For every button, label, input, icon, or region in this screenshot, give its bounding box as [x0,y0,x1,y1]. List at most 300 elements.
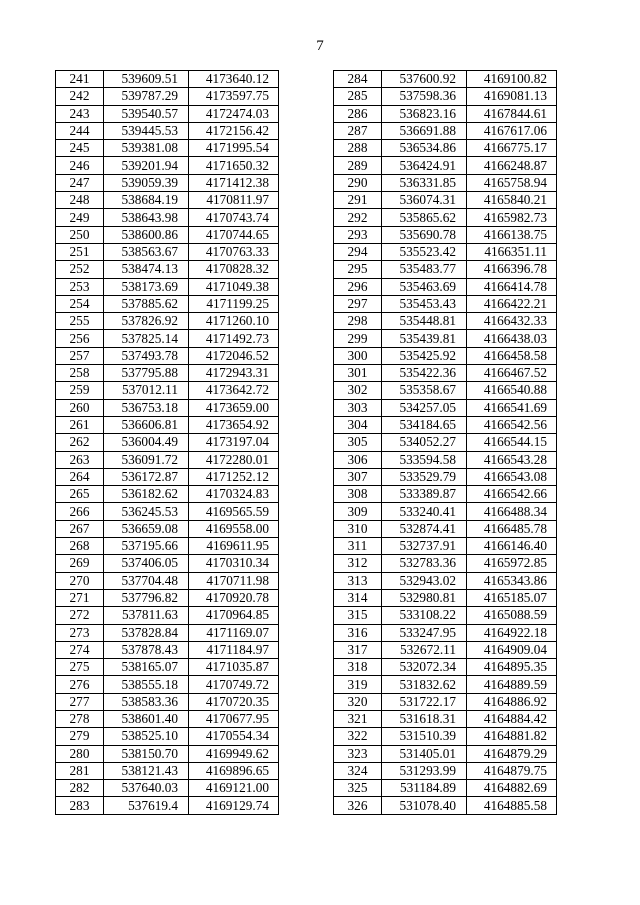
y-coordinate-cell: 4170720.35 [189,693,279,710]
x-coordinate-cell: 538684.19 [104,192,189,209]
table-row [56,157,279,174]
y-coordinate-cell: 4166414.78 [467,278,557,295]
table-row [56,503,279,520]
y-coordinate-cell: 4172943.31 [189,365,279,382]
x-coordinate-cell: 539201.94 [104,157,189,174]
y-coordinate-cell: 4166541.69 [467,399,557,416]
point-number-cell: 276 [56,676,104,693]
table-row [56,122,279,139]
point-number-cell: 248 [56,192,104,209]
point-number-cell: 287 [334,122,382,139]
x-coordinate-cell: 532737.91 [382,538,467,555]
x-coordinate-cell: 531293.99 [382,762,467,779]
y-coordinate-cell: 4170711.98 [189,572,279,589]
y-coordinate-cell: 4166248.87 [467,157,557,174]
point-number-cell: 270 [56,572,104,589]
x-coordinate-cell: 539540.57 [104,105,189,122]
y-coordinate-cell: 4171252.12 [189,468,279,485]
point-number-cell: 262 [56,434,104,451]
point-number-cell: 261 [56,416,104,433]
x-coordinate-cell: 533594.58 [382,451,467,468]
point-number-cell: 266 [56,503,104,520]
x-coordinate-cell: 538121.43 [104,762,189,779]
x-coordinate-cell: 531510.39 [382,728,467,745]
table-row [334,192,557,209]
y-coordinate-cell: 4173642.72 [189,382,279,399]
table-row [334,382,557,399]
table-row [56,589,279,606]
point-number-cell: 309 [334,503,382,520]
table-row [56,140,279,157]
y-coordinate-cell: 4165972.85 [467,555,557,572]
x-coordinate-cell: 535483.77 [382,261,467,278]
point-number-cell: 291 [334,192,382,209]
table-row [334,710,557,727]
coordinates-table-right [333,70,557,815]
table-row [56,693,279,710]
y-coordinate-cell: 4169081.13 [467,88,557,105]
y-coordinate-cell: 4167617.06 [467,122,557,139]
table-row [334,641,557,658]
table-row [56,278,279,295]
y-coordinate-cell: 4166775.17 [467,140,557,157]
y-coordinate-cell: 4166544.15 [467,434,557,451]
point-number-cell: 312 [334,555,382,572]
y-coordinate-cell: 4164882.69 [467,780,557,797]
table-row [56,313,279,330]
y-coordinate-cell: 4166542.66 [467,486,557,503]
y-coordinate-cell: 4164885.58 [467,797,557,814]
point-number-cell: 278 [56,710,104,727]
table-row [334,71,557,88]
point-number-cell: 313 [334,572,382,589]
y-coordinate-cell: 4170964.85 [189,607,279,624]
y-coordinate-cell: 4171199.25 [189,295,279,312]
table-row [334,780,557,797]
y-coordinate-cell: 4173640.12 [189,71,279,88]
y-coordinate-cell: 4173597.75 [189,88,279,105]
y-coordinate-cell: 4170763.33 [189,243,279,260]
point-number-cell: 296 [334,278,382,295]
x-coordinate-cell: 537825.14 [104,330,189,347]
point-number-cell: 322 [334,728,382,745]
y-coordinate-cell: 4164886.92 [467,693,557,710]
x-coordinate-cell: 532672.11 [382,641,467,658]
y-coordinate-cell: 4165982.73 [467,209,557,226]
point-number-cell: 316 [334,624,382,641]
table-row [56,641,279,658]
point-number-cell: 250 [56,226,104,243]
y-coordinate-cell: 4169949.62 [189,745,279,762]
point-number-cell: 325 [334,780,382,797]
table-row [334,607,557,624]
y-coordinate-cell: 4165840.21 [467,192,557,209]
point-number-cell: 257 [56,347,104,364]
point-number-cell: 265 [56,486,104,503]
point-number-cell: 271 [56,589,104,606]
x-coordinate-cell: 533389.87 [382,486,467,503]
point-number-cell: 274 [56,641,104,658]
x-coordinate-cell: 536074.31 [382,192,467,209]
table-row [56,347,279,364]
x-coordinate-cell: 537795.88 [104,365,189,382]
point-number-cell: 277 [56,693,104,710]
point-number-cell: 267 [56,520,104,537]
y-coordinate-cell: 4164909.04 [467,641,557,658]
table-row [334,365,557,382]
x-coordinate-cell: 532980.81 [382,589,467,606]
point-number-cell: 255 [56,313,104,330]
x-coordinate-cell: 536424.91 [382,157,467,174]
point-number-cell: 282 [56,780,104,797]
table-row [334,745,557,762]
y-coordinate-cell: 4171492.73 [189,330,279,347]
x-coordinate-cell: 538150.70 [104,745,189,762]
x-coordinate-cell: 532783.36 [382,555,467,572]
x-coordinate-cell: 537640.03 [104,780,189,797]
y-coordinate-cell: 4166422.21 [467,295,557,312]
y-coordinate-cell: 4166488.34 [467,503,557,520]
table-row [56,745,279,762]
y-coordinate-cell: 4173197.04 [189,434,279,451]
x-coordinate-cell: 539609.51 [104,71,189,88]
y-coordinate-cell: 4166543.28 [467,451,557,468]
table-row [334,261,557,278]
point-number-cell: 245 [56,140,104,157]
x-coordinate-cell: 531832.62 [382,676,467,693]
x-coordinate-cell: 532943.02 [382,572,467,589]
y-coordinate-cell: 4169558.00 [189,520,279,537]
y-coordinate-cell: 4172280.01 [189,451,279,468]
table-row [56,676,279,693]
x-coordinate-cell: 539445.53 [104,122,189,139]
x-coordinate-cell: 537195.66 [104,538,189,555]
table-row [56,330,279,347]
point-number-cell: 317 [334,641,382,658]
y-coordinate-cell: 4172046.52 [189,347,279,364]
y-coordinate-cell: 4170920.78 [189,589,279,606]
y-coordinate-cell: 4169100.82 [467,71,557,88]
x-coordinate-cell: 533529.79 [382,468,467,485]
x-coordinate-cell: 538601.40 [104,710,189,727]
point-number-cell: 283 [56,797,104,814]
table-row [56,486,279,503]
x-coordinate-cell: 531078.40 [382,797,467,814]
y-coordinate-cell: 4165343.86 [467,572,557,589]
y-coordinate-cell: 4171650.32 [189,157,279,174]
point-number-cell: 314 [334,589,382,606]
y-coordinate-cell: 4172156.42 [189,122,279,139]
point-number-cell: 260 [56,399,104,416]
table-row [56,416,279,433]
table-row [56,710,279,727]
x-coordinate-cell: 532072.34 [382,659,467,676]
table-row [334,399,557,416]
point-number-cell: 243 [56,105,104,122]
table-row [334,330,557,347]
x-coordinate-cell: 537600.92 [382,71,467,88]
table-row [56,209,279,226]
point-number-cell: 326 [334,797,382,814]
point-number-cell: 295 [334,261,382,278]
y-coordinate-cell: 4171169.07 [189,624,279,641]
point-number-cell: 294 [334,243,382,260]
x-coordinate-cell: 534052.27 [382,434,467,451]
point-number-cell: 300 [334,347,382,364]
table-row [56,607,279,624]
table-row [334,520,557,537]
point-number-cell: 253 [56,278,104,295]
point-number-cell: 306 [334,451,382,468]
y-coordinate-cell: 4171184.97 [189,641,279,658]
y-coordinate-cell: 4164879.75 [467,762,557,779]
point-number-cell: 258 [56,365,104,382]
point-number-cell: 272 [56,607,104,624]
point-number-cell: 298 [334,313,382,330]
table-row [56,434,279,451]
table-row [56,243,279,260]
table-row [334,347,557,364]
x-coordinate-cell: 536753.18 [104,399,189,416]
table-row [334,503,557,520]
y-coordinate-cell: 4170554.34 [189,728,279,745]
point-number-cell: 310 [334,520,382,537]
table-row [56,555,279,572]
table-row [56,174,279,191]
point-number-cell: 308 [334,486,382,503]
point-number-cell: 303 [334,399,382,416]
y-coordinate-cell: 4164881.82 [467,728,557,745]
x-coordinate-cell: 539381.08 [104,140,189,157]
y-coordinate-cell: 4169121.00 [189,780,279,797]
x-coordinate-cell: 533240.41 [382,503,467,520]
point-number-cell: 324 [334,762,382,779]
y-coordinate-cell: 4165088.59 [467,607,557,624]
y-coordinate-cell: 4170749.72 [189,676,279,693]
table-row [334,226,557,243]
x-coordinate-cell: 538165.07 [104,659,189,676]
page-number: 7 [316,38,324,54]
x-coordinate-cell: 536172.87 [104,468,189,485]
point-number-cell: 318 [334,659,382,676]
table-row [56,105,279,122]
point-number-cell: 254 [56,295,104,312]
table-row [334,105,557,122]
table-row [56,538,279,555]
x-coordinate-cell: 536606.81 [104,416,189,433]
y-coordinate-cell: 4169611.95 [189,538,279,555]
table-row [334,555,557,572]
y-coordinate-cell: 4166432.33 [467,313,557,330]
point-number-cell: 281 [56,762,104,779]
y-coordinate-cell: 4167844.61 [467,105,557,122]
x-coordinate-cell: 537012.11 [104,382,189,399]
x-coordinate-cell: 531618.31 [382,710,467,727]
point-number-cell: 319 [334,676,382,693]
point-number-cell: 321 [334,710,382,727]
y-coordinate-cell: 4169565.59 [189,503,279,520]
y-coordinate-cell: 4169896.65 [189,762,279,779]
x-coordinate-cell: 534257.05 [382,399,467,416]
table-row [334,486,557,503]
point-number-cell: 302 [334,382,382,399]
x-coordinate-cell: 535448.81 [382,313,467,330]
table-row [56,261,279,278]
table-row [334,313,557,330]
x-coordinate-cell: 538583.36 [104,693,189,710]
table-row [334,209,557,226]
y-coordinate-cell: 4170324.83 [189,486,279,503]
point-number-cell: 256 [56,330,104,347]
y-coordinate-cell: 4170828.32 [189,261,279,278]
point-number-cell: 290 [334,174,382,191]
table-row [334,762,557,779]
table-row [56,468,279,485]
y-coordinate-cell: 4166540.88 [467,382,557,399]
table-row [56,451,279,468]
x-coordinate-cell: 537619.4 [104,797,189,814]
table-row [56,520,279,537]
table-row [334,693,557,710]
y-coordinate-cell: 4172474.03 [189,105,279,122]
point-number-cell: 285 [334,88,382,105]
y-coordinate-cell: 4171412.38 [189,174,279,191]
y-coordinate-cell: 4166543.08 [467,468,557,485]
y-coordinate-cell: 4165758.94 [467,174,557,191]
x-coordinate-cell: 533247.95 [382,624,467,641]
table-row [56,365,279,382]
y-coordinate-cell: 4166542.56 [467,416,557,433]
y-coordinate-cell: 4164922.18 [467,624,557,641]
point-number-cell: 299 [334,330,382,347]
x-coordinate-cell: 535690.78 [382,226,467,243]
y-coordinate-cell: 4170310.34 [189,555,279,572]
y-coordinate-cell: 4164879.29 [467,745,557,762]
y-coordinate-cell: 4171035.87 [189,659,279,676]
x-coordinate-cell: 535439.81 [382,330,467,347]
x-coordinate-cell: 535358.67 [382,382,467,399]
table-row [334,434,557,451]
x-coordinate-cell: 535865.62 [382,209,467,226]
x-coordinate-cell: 538525.10 [104,728,189,745]
table-row [334,659,557,676]
x-coordinate-cell: 538563.67 [104,243,189,260]
table-row [334,416,557,433]
point-number-cell: 279 [56,728,104,745]
y-coordinate-cell: 4166485.78 [467,520,557,537]
table-row [334,174,557,191]
table-row [334,243,557,260]
point-number-cell: 323 [334,745,382,762]
table-row [56,780,279,797]
x-coordinate-cell: 536004.49 [104,434,189,451]
point-number-cell: 249 [56,209,104,226]
x-coordinate-cell: 537811.63 [104,607,189,624]
x-coordinate-cell: 533108.22 [382,607,467,624]
x-coordinate-cell: 535463.69 [382,278,467,295]
point-number-cell: 252 [56,261,104,278]
y-coordinate-cell: 4173659.00 [189,399,279,416]
x-coordinate-cell: 537704.48 [104,572,189,589]
point-number-cell: 297 [334,295,382,312]
table-row [334,676,557,693]
point-number-cell: 286 [334,105,382,122]
table-row [56,797,279,814]
table-row [334,468,557,485]
y-coordinate-cell: 4165185.07 [467,589,557,606]
point-number-cell: 304 [334,416,382,433]
x-coordinate-cell: 535453.43 [382,295,467,312]
table-row [56,399,279,416]
x-coordinate-cell: 536659.08 [104,520,189,537]
x-coordinate-cell: 539787.29 [104,88,189,105]
x-coordinate-cell: 537796.82 [104,589,189,606]
point-number-cell: 305 [334,434,382,451]
table-row [334,538,557,555]
y-coordinate-cell: 4166467.52 [467,365,557,382]
y-coordinate-cell: 4164889.59 [467,676,557,693]
y-coordinate-cell: 4166351.11 [467,243,557,260]
point-number-cell: 263 [56,451,104,468]
x-coordinate-cell: 536182.62 [104,486,189,503]
y-coordinate-cell: 4170811.97 [189,192,279,209]
point-number-cell: 269 [56,555,104,572]
x-coordinate-cell: 538555.18 [104,676,189,693]
y-coordinate-cell: 4173654.92 [189,416,279,433]
x-coordinate-cell: 536091.72 [104,451,189,468]
table-row [334,295,557,312]
point-number-cell: 280 [56,745,104,762]
table-row [334,624,557,641]
table-row [56,728,279,745]
x-coordinate-cell: 531184.89 [382,780,467,797]
point-number-cell: 289 [334,157,382,174]
coordinates-table-left [55,70,279,815]
table-row [334,122,557,139]
x-coordinate-cell: 537828.84 [104,624,189,641]
point-number-cell: 273 [56,624,104,641]
x-coordinate-cell: 536823.16 [382,105,467,122]
x-coordinate-cell: 536691.88 [382,122,467,139]
table-row [334,157,557,174]
table-row [334,728,557,745]
x-coordinate-cell: 535425.92 [382,347,467,364]
table-row [334,451,557,468]
table-row [334,572,557,589]
x-coordinate-cell: 538643.98 [104,209,189,226]
point-number-cell: 288 [334,140,382,157]
table-row [334,140,557,157]
x-coordinate-cell: 538600.86 [104,226,189,243]
x-coordinate-cell: 534184.65 [382,416,467,433]
y-coordinate-cell: 4169129.74 [189,797,279,814]
table-row [56,88,279,105]
y-coordinate-cell: 4166146.40 [467,538,557,555]
y-coordinate-cell: 4166438.03 [467,330,557,347]
point-number-cell: 251 [56,243,104,260]
x-coordinate-cell: 536245.53 [104,503,189,520]
x-coordinate-cell: 531405.01 [382,745,467,762]
point-number-cell: 301 [334,365,382,382]
point-number-cell: 246 [56,157,104,174]
table-row [56,382,279,399]
point-number-cell: 241 [56,71,104,88]
point-number-cell: 244 [56,122,104,139]
x-coordinate-cell: 537493.78 [104,347,189,364]
point-number-cell: 264 [56,468,104,485]
table-row [56,572,279,589]
table-row [56,71,279,88]
